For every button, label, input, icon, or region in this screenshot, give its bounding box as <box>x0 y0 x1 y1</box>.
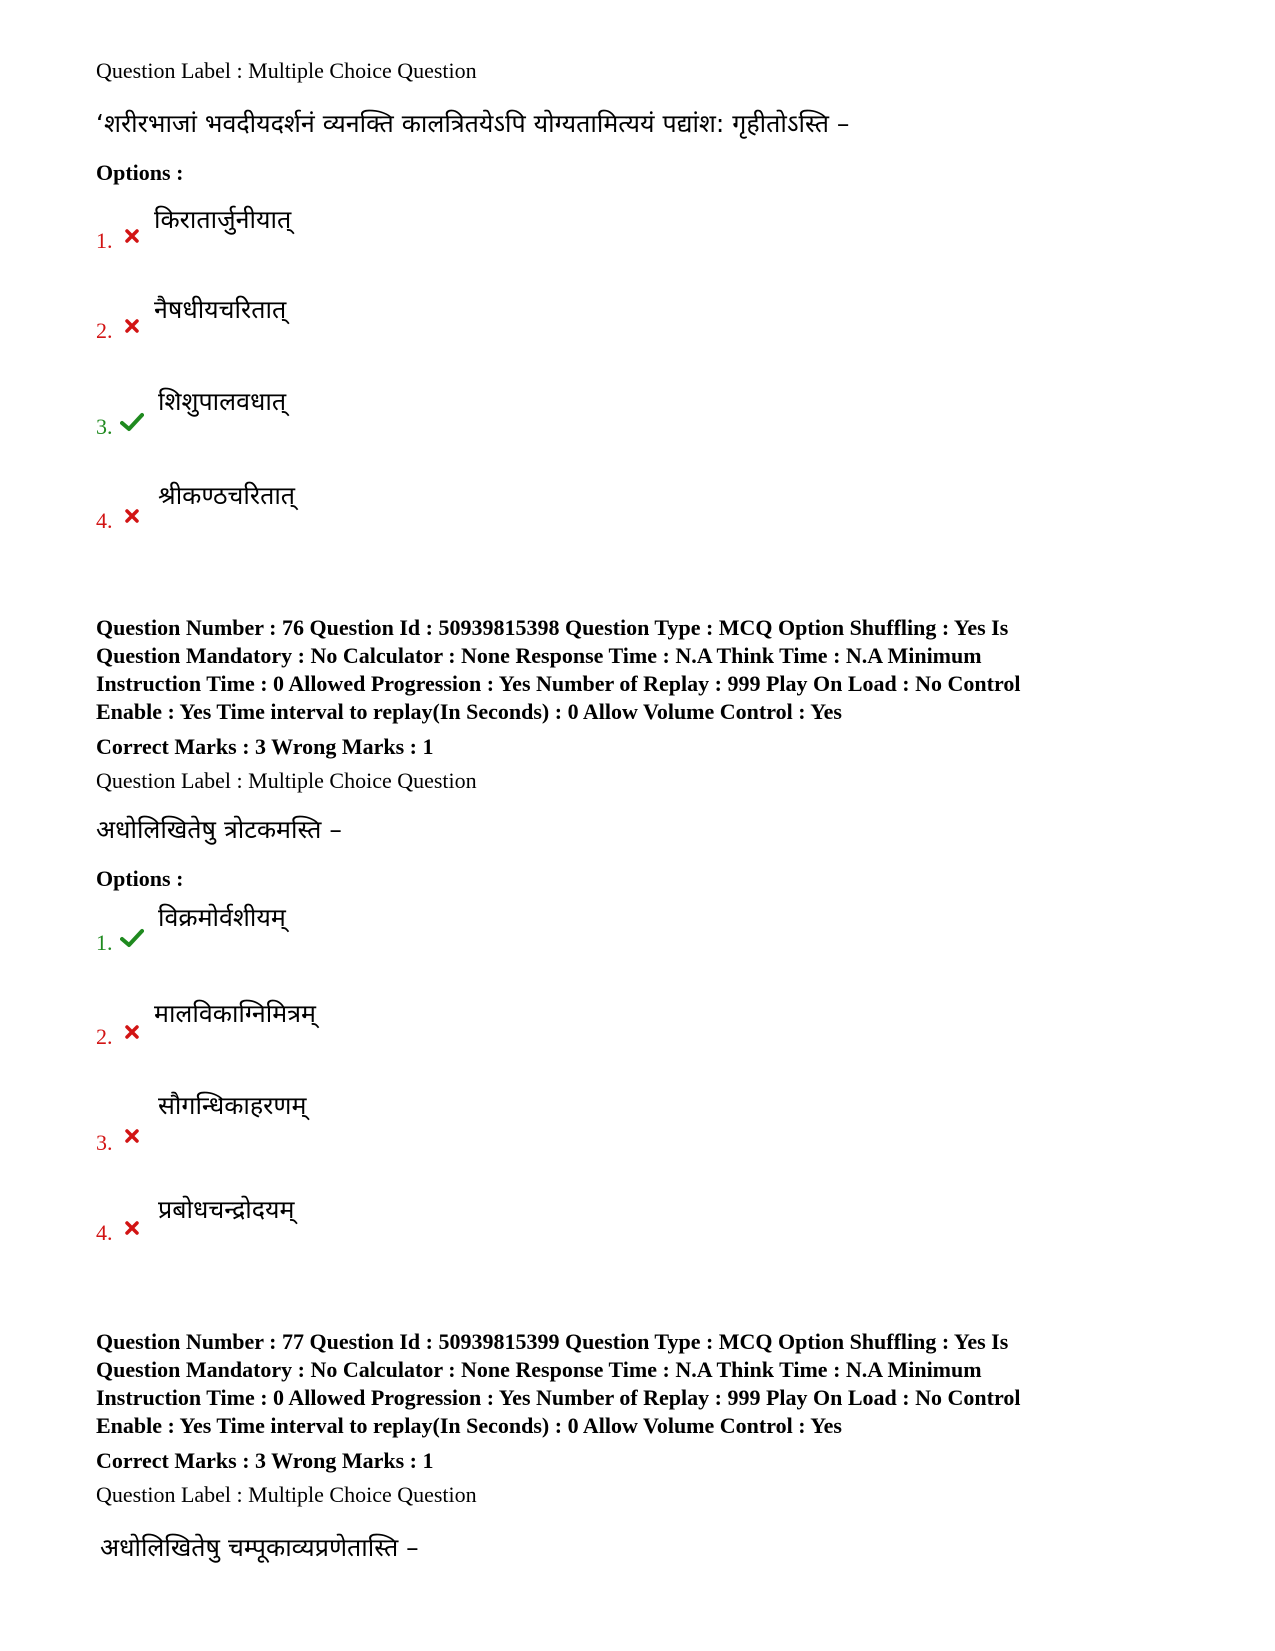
option-number: 2. <box>96 318 113 343</box>
question-meta <box>96 614 1206 726</box>
meta-line: Question Mandatory : No Calculator : None Response Time : N.A Think Time : N.A Minimum <box>96 643 982 668</box>
cross-icon <box>124 1128 140 1144</box>
meta-line: Question Number : 77 Question Id : 50939815399 Question Type : MCQ Option Shuffling : Yes Is <box>96 1329 1009 1354</box>
question-label: Question Label : Multiple Choice Question <box>96 1482 477 1507</box>
options-label: Options : <box>96 866 184 891</box>
cross-icon <box>124 228 140 244</box>
cross-icon <box>124 1220 140 1236</box>
meta-line: Enable : Yes Time interval to replay(In Seconds) : 0 Allow Volume Control : Yes <box>96 699 842 724</box>
check-icon <box>120 412 144 432</box>
question-meta <box>96 1328 1206 1440</box>
option-text: प्रबोधचन्द्रोदयम् <box>158 1195 295 1224</box>
cross-icon <box>124 508 140 524</box>
option-number: 1. <box>96 930 113 955</box>
option-text: विक्रमोर्वशीयम् <box>158 903 286 932</box>
option-number: 1. <box>96 228 113 253</box>
options-label: Options : <box>96 160 184 185</box>
option-number: 4. <box>96 1220 113 1245</box>
meta-line: Enable : Yes Time interval to replay(In Seconds) : 0 Allow Volume Control : Yes <box>96 1413 842 1438</box>
check-icon <box>120 928 144 948</box>
option-text: किरातार्जुनीयात् <box>154 205 292 234</box>
question-text: अधोलिखितेषु चम्पूकाव्यप्रणेतास्ति – <box>100 1533 419 1562</box>
meta-line: Question Mandatory : No Calculator : None Response Time : N.A Think Time : N.A Minimum <box>96 1357 982 1382</box>
question-label: Question Label : Multiple Choice Question <box>96 58 477 83</box>
question-label: Question Label : Multiple Choice Question <box>96 768 477 793</box>
option-number: 2. <box>96 1024 113 1049</box>
cross-icon <box>124 1024 140 1040</box>
option-text: शिशुपालवधात् <box>158 387 287 416</box>
option-number: 3. <box>96 414 113 439</box>
marks-info: Correct Marks : 3 Wrong Marks : 1 <box>96 1448 434 1473</box>
meta-line: Question Number : 76 Question Id : 50939815398 Question Type : MCQ Option Shuffling : Yes Is <box>96 615 1009 640</box>
meta-line: Instruction Time : 0 Allowed Progression : Yes Number of Replay : 999 Play On Load : No Control <box>96 671 1021 696</box>
cross-icon <box>124 318 140 334</box>
option-text: मालविकाग्निमित्रम् <box>154 999 316 1028</box>
option-number: 3. <box>96 1130 113 1155</box>
marks-info: Correct Marks : 3 Wrong Marks : 1 <box>96 734 434 759</box>
question-text: ‘शरीरभाजां भवदीयदर्शनं व्यनक्ति कालत्रितयेऽपि योग्यतामित्ययं पद्यांश: गृहीतोऽस्ति – <box>96 109 850 138</box>
option-text: सौगन्धिकाहरणम् <box>158 1091 307 1120</box>
question-text: अधोलिखितेषु त्रोटकमस्ति – <box>96 815 342 844</box>
option-number: 4. <box>96 508 113 533</box>
option-text: श्रीकण्ठचरितात् <box>158 481 296 510</box>
option-text: नैषधीयचरितात् <box>154 295 287 324</box>
meta-line: Instruction Time : 0 Allowed Progression : Yes Number of Replay : 999 Play On Load : No Control <box>96 1385 1021 1410</box>
